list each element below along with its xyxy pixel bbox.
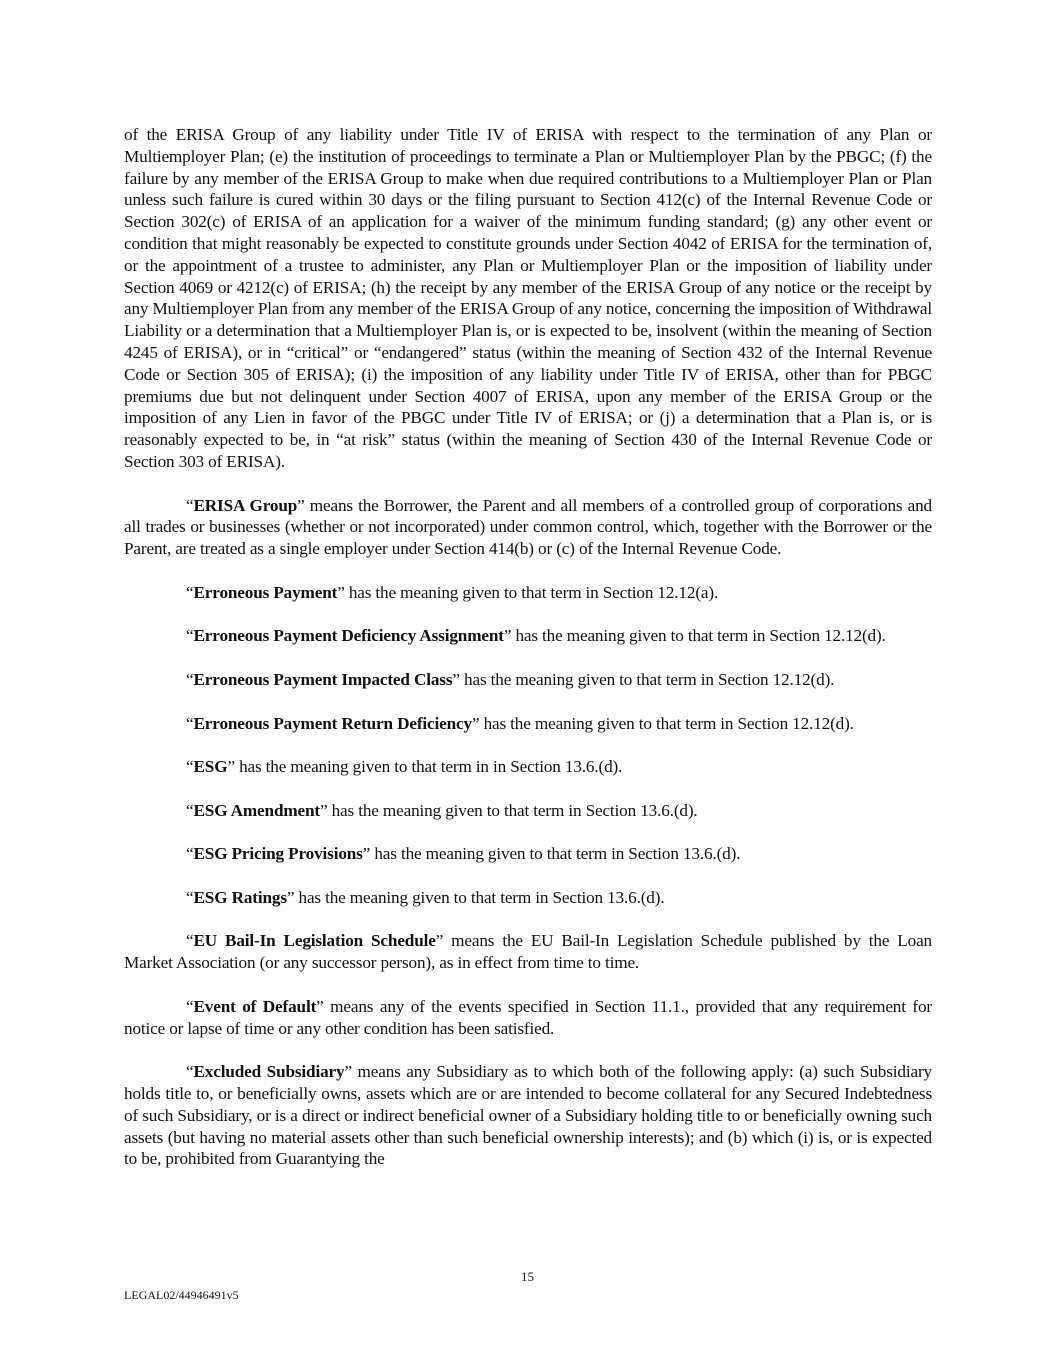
definition-text: ” has the meaning given to that term in Section 13.6.(d). [319, 800, 698, 820]
definitions-list [124, 495, 932, 1171]
definition-paragraph [124, 1061, 932, 1170]
defined-term: Excluded Subsidiary [193, 1062, 345, 1082]
definition-text: ” has the meaning given to that term in Section 12.12(d). [503, 626, 886, 646]
open-quote: “ [186, 996, 194, 1016]
defined-term: Erroneous Payment [193, 582, 338, 602]
definition-text: ” has the meaning given to that term in in Section 13.6.(d). [227, 757, 623, 777]
open-quote: “ [186, 757, 194, 777]
definition-text: ” means the Borrower, the Parent and all members of a controlled group of corporations and all trades or businesses (whether or not incorporated) under common control, which, together with the Borrower or the Parent, are treated as a single employer under Section 414(b) or (c) of the Internal Revenue Code. [124, 495, 932, 559]
definition-paragraph [124, 495, 932, 560]
defined-term: ESG Amendment [193, 800, 320, 820]
definition-paragraph [124, 843, 932, 865]
definition-text: ” has the meaning given to that term in Section 12.12(d). [471, 713, 854, 733]
definition-text: ” has the meaning given to that term in Section 13.6.(d). [286, 887, 665, 907]
open-quote: “ [186, 626, 194, 646]
definition-paragraph [124, 756, 932, 778]
continued-paragraph: of the ERISA Group of any liability under Title IV of ERISA with respect to the termination of any Plan or Multiemployer Plan; (e) the institution of proceedings to terminate a Plan or Multiemployer Plan by the PBGC; (f) the failure by any member of the ERISA Group to make when due required contributions to a Multiemployer Plan or Plan unless such failure is cured within 30 days or the filing pursuant to Section 412(c) of the Internal Revenue Code or Section 302(c) of ERISA of an application for a waiver of the minimum funding standard; (g) any other event or condition that might reasonably be expected to constitute grounds under Section 4042 of ERISA for the termination of, or the appointment of a trustee to administer, any Plan or Multiemployer Plan or the imposition of liability under Section 4069 or 4212(c) of ERISA; (h) the receipt by any member of the ERISA Group of any notice or the receipt by any Multiemployer Plan from any member of the ERISA Group of any notice, concerning the imposition of Withdrawal Liability or a determination that a Multiemployer Plan is, or is expected to be, insolvent (within the meaning of Section 4245 of ERISA), or in “critical” or “endangered” status (within the meaning of Section 432 of the Internal Revenue Code or Section 305 of ERISA); (i) the imposition of any liability under Title IV of ERISA, other than for PBGC premiums due but not delinquent under Section 4007 of ERISA, upon any member of the ERISA Group or the imposition of any Lien in favor of the PBGC under Title IV of ERISA; or (j) a determination that a Plan is, or is reasonably expected to be, in “at risk” status (within the meaning of Section 430 of the Internal Revenue Code or Section 303 of ERISA). [124, 125, 932, 471]
definition-text: ” has the meaning given to that term in Section 13.6.(d). [362, 844, 741, 864]
definition-text: ” has the meaning given to that term in Section 12.12(d). [452, 669, 835, 689]
definition-paragraph [124, 713, 932, 735]
definition-text: ” means any Subsidiary as to which both of the following apply: (a) such Subsidiary holds title to, or beneficially owns, assets which are or are intended to become collateral for any Secured Indebtedness of such Subsidiary, or is a direct or indirect beneficial owner of a Subsidiary holding title to or beneficially owning such assets (but having no material assets other than such beneficial ownership interests); and (b) which (i) is, or is expected to be, prohibited from Guarantying the [124, 1062, 932, 1169]
definition-paragraph [124, 625, 932, 647]
definition-text: ” means any of the events specified in Section 11.1., provided that any requirement for notice or lapse of time or any other condition has been satisfied. [124, 996, 932, 1038]
definition-paragraph [124, 582, 932, 604]
open-quote: “ [186, 800, 194, 820]
defined-term: ESG [193, 757, 228, 777]
definition-text: ” has the meaning given to that term in Section 12.12(a). [337, 582, 719, 602]
defined-term: Erroneous Payment Deficiency Assignment [193, 626, 504, 646]
document-body [124, 124, 932, 1192]
open-quote: “ [186, 844, 194, 864]
open-quote: “ [186, 582, 194, 602]
defined-term: ESG Pricing Provisions [193, 844, 363, 864]
definition-text: ” means the EU Bail-In Legislation Schedule published by the Loan Market Association (or any successor person), as in effect from time to time. [124, 931, 933, 973]
document-id: LEGAL02/44946491v5 [124, 1288, 239, 1302]
definition-paragraph [124, 996, 932, 1040]
defined-term: Event of Default [193, 996, 317, 1016]
defined-term: EU Bail-In Legislation Schedule [193, 931, 436, 951]
open-quote: “ [186, 669, 194, 689]
open-quote: “ [186, 495, 194, 515]
defined-term: Erroneous Payment Impacted Class [193, 669, 453, 689]
definition-paragraph [124, 800, 932, 822]
defined-term: ESG Ratings [193, 887, 287, 907]
definition-paragraph [124, 669, 932, 691]
open-quote: “ [186, 1062, 194, 1082]
defined-term: ERISA Group [193, 495, 298, 515]
definition-paragraph [124, 887, 932, 909]
open-quote: “ [186, 887, 194, 907]
open-quote: “ [186, 931, 194, 951]
definition-paragraph [124, 930, 932, 974]
open-quote: “ [186, 713, 194, 733]
page-number: 15 [521, 1269, 534, 1284]
defined-term: Erroneous Payment Return Deficiency [193, 713, 472, 733]
